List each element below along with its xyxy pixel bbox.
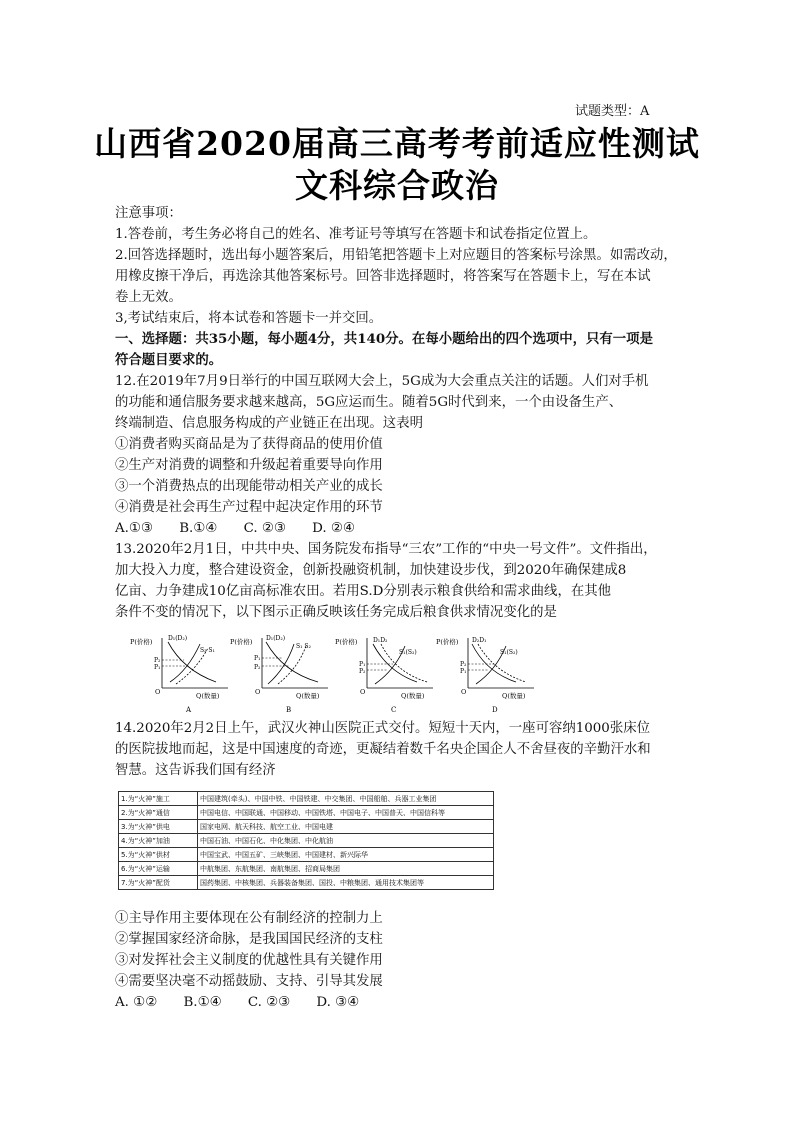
q12-option-d: D. ②④	[312, 521, 355, 536]
q14-options	[115, 992, 685, 1013]
q13-stem: 加大投入力度，整合建设资金，创新投融资机制，加快建设步伐，到2020年确保建成8	[115, 563, 627, 578]
figure-letter: A	[186, 706, 192, 714]
demand-label: D₂D₁	[472, 637, 487, 644]
origin-label: O	[155, 688, 161, 696]
q14-stem-block	[115, 718, 685, 781]
supply-label: S₁(S₂)	[500, 649, 518, 656]
table-cell: 国药集团、中核集团、兵器装备集团、国投、中粮集团、通用技术集团等	[198, 876, 494, 890]
figure-b	[228, 630, 333, 718]
note-line: 3,考试结束后，将本试卷和答题卡一并交回。	[115, 311, 383, 326]
q14-option-d: D. ③④	[316, 995, 360, 1010]
q13-stem: 13.2020年2月1日，中共中央、国务院发布指导“三农”工作的“中央一号文件”。文件指出，	[115, 542, 657, 557]
note-line: 1.答卷前，考生务必将自己的姓名、准考证号等填写在答题卡和试卷指定位置上。	[115, 227, 597, 242]
table-row	[119, 792, 494, 806]
table-cell: 1.为“火神”施工	[119, 792, 198, 806]
p-axis-label: P(价格)	[335, 638, 358, 646]
q14-stem: 智慧。这告诉我们国有经济	[115, 763, 276, 778]
q14-table	[118, 791, 494, 890]
q12-statement: ②生产对消费的调整和升级起着重要导向作用	[115, 458, 383, 473]
p-axis-label: P(价格)	[130, 638, 153, 646]
table-row	[119, 848, 494, 862]
q13-figures	[128, 630, 668, 720]
table-cell: 中国电信、中国联通、中国移动、中国铁塔、中国电子、中国普天、中国信科等	[198, 806, 494, 820]
price-1-label: P₁	[359, 661, 366, 668]
section-heading: 一、选择题：共35小题，每小题4分，共140分。在每小题给出的四个选项中，只有一项是	[115, 331, 653, 347]
table-row	[119, 834, 494, 848]
note-line: 2.回答选择题时，选出每小题答案后，用铅笔把答题卡上对应题目的答案标号涂黑。如需改动，	[115, 248, 677, 263]
exam-title: 山西省2020届高三高考考前适应性测试	[94, 124, 700, 163]
table-row	[119, 806, 494, 820]
q13-stem: 条件不变的情况下，以下图示正确反映该任务完成后粮食供求情况变化的是	[115, 605, 557, 620]
q14-statement: ④需要坚决毫不动摇鼓励、支持、引导其发展	[115, 974, 383, 989]
figure-c	[333, 630, 438, 718]
q14-statement: ②掌握国家经济命脉，是我国国民经济的支柱	[115, 932, 383, 947]
q12-options	[115, 518, 685, 539]
q12-stem: 的功能和通信服务要求越来越高，5G应运而生。随着5G时代到来，一个由设备生产、	[115, 395, 623, 410]
demand-label: D₁D₂	[373, 637, 388, 644]
q12-statement: ③一个消费热点的出现能带动相关产业的成长	[115, 479, 383, 494]
figure-letter: D	[492, 706, 498, 714]
table-row	[119, 820, 494, 834]
q14-option-c: C. ②③	[247, 995, 291, 1010]
q14-option-a: A. ①②	[115, 995, 158, 1010]
price-1-label: P₁	[254, 655, 261, 662]
notes-heading: 注意事项：	[115, 206, 182, 221]
table-cell: 中国建筑(牵头)、中国中铁、中国铁建、中交集团、中国船舶、兵器工业集团	[198, 792, 494, 806]
price-2-label: P₂	[359, 668, 366, 675]
q14-statement: ③对发挥社会主义制度的优越性具有关键作用	[115, 953, 383, 968]
supply-label: S₁ S₂	[296, 643, 311, 650]
price-1-label: P₂	[460, 661, 467, 668]
exam-type-label: 试题类型：A	[575, 104, 650, 119]
figure-letter: B	[286, 706, 292, 714]
exam-body	[115, 203, 685, 623]
supply-label: S₁(S₂)	[399, 649, 417, 656]
q12-option-c: C. ②③	[243, 521, 286, 536]
origin-label: O	[461, 688, 467, 696]
table-cell: 2.为“火神”通信	[119, 806, 198, 820]
q-axis-label: Q(数量)	[502, 692, 526, 700]
q14-stem: 的医院拔地而起，这是中国速度的奇迹，更凝结着数千名央企国企人不舍昼夜的辛勤汗水和	[115, 742, 651, 757]
q14-stem: 14.2020年2月2日上午，武汉火神山医院正式交付。短短十天内，一座可容纳1000张床位	[115, 721, 650, 736]
table-row	[119, 876, 494, 890]
demand-label: D₁(D₂)	[266, 635, 286, 642]
table-cell: 5.为“火神”供材	[119, 848, 198, 862]
price-1-label: P₂	[154, 657, 161, 664]
q12-option-a: A.①③	[115, 521, 153, 536]
table-cell: 中国宝武、中国五矿、三峡集团、中国建材、新兴际华	[198, 848, 494, 862]
figure-letter: C	[391, 706, 397, 714]
q-axis-label: Q(数量)	[196, 692, 220, 700]
price-2-label: P₂	[254, 664, 261, 671]
figure-a	[128, 630, 233, 718]
note-line: 用橡皮擦干净后，再选涂其他答案标号。回答非选择题时，将答案写在答题卡上，写在本试	[115, 269, 651, 284]
origin-label: O	[255, 688, 261, 696]
table-cell: 7.为“火神”配货	[119, 876, 198, 890]
q12-stem: 终端制造、信息服务构成的产业链正在出现。这表明	[115, 416, 423, 431]
price-2-label: P₁	[154, 664, 161, 671]
figure-d	[434, 630, 539, 718]
q14-statements	[115, 908, 685, 1013]
p-axis-label: P(价格)	[230, 638, 253, 646]
exam-subtitle: 文科综合政治	[295, 166, 499, 205]
q14-statement: ①主导作用主要体现在公有制经济的控制力上	[115, 911, 383, 926]
demand-label: D₁(D₂)	[168, 635, 188, 642]
table-cell: 中国石油、中国石化、中化集团、中化航油	[198, 834, 494, 848]
q12-statement: ④消费是社会再生产过程中起决定作用的环节	[115, 500, 383, 515]
table-row	[119, 862, 494, 876]
table-cell: 4.为“火神”加油	[119, 834, 198, 848]
q12-option-b: B.①④	[179, 521, 218, 536]
supply-label: S₂ S₁	[200, 647, 215, 654]
table-cell: 6.为“火神”运输	[119, 862, 198, 876]
price-2-label: P₁	[460, 668, 467, 675]
q13-stem: 亿亩、力争建成10亿亩高标准农田。若用S.D分别表示粮食供给和需求曲线，在其他	[115, 584, 612, 599]
table-cell: 中航集团、东航集团、南航集团、招商局集团	[198, 862, 494, 876]
section-heading-cont: 符合题目要求的。	[115, 352, 223, 368]
q14-option-b: B.①④	[183, 995, 222, 1010]
origin-label: O	[360, 688, 366, 696]
table-cell: 国家电网、航天科技、航空工业、中国电建	[198, 820, 494, 834]
table-cell: 3.为“火神”供电	[119, 820, 198, 834]
q-axis-label: Q(数量)	[401, 692, 425, 700]
p-axis-label: P(价格)	[436, 638, 459, 646]
q-axis-label: Q(数量)	[296, 692, 320, 700]
q12-statement: ①消费者购买商品是为了获得商品的使用价值	[115, 437, 383, 452]
note-line: 卷上无效。	[115, 290, 182, 305]
q12-stem: 12.在2019年7月9日举行的中国互联网大会上，5G成为大会重点关注的话题。人们对手机	[115, 374, 649, 389]
